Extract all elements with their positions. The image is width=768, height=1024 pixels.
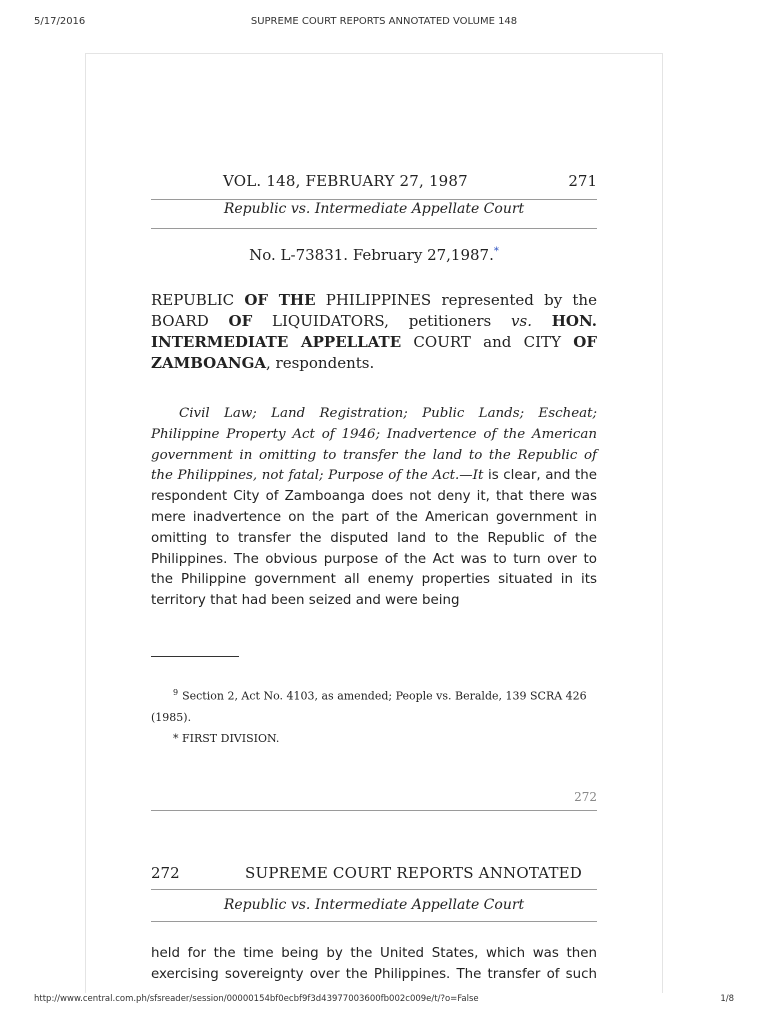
print-date: 5/17/2016 — [34, 16, 86, 27]
case-parties — [151, 290, 597, 374]
print-page-count: 1/8 — [720, 994, 734, 1004]
print-footer — [34, 994, 734, 1008]
footnote-divider — [151, 656, 239, 657]
party-text: CITY — [523, 333, 561, 351]
volume-date: VOL. 148, FEBRUARY 27, 1987 — [223, 172, 468, 190]
page-number: 271 — [568, 172, 597, 190]
running-head — [151, 172, 597, 192]
page-number: 272 — [151, 864, 180, 882]
party-text: PHILIPPINES — [325, 291, 432, 309]
party-text: COURT — [413, 333, 471, 351]
case-number — [151, 246, 597, 264]
party-text: REPUBLIC — [151, 291, 235, 309]
source-url[interactable]: http://www.central.com.ph/sfsreader/session/00000154bf0ecbf9f3d43977003600fb002c009e/t/?o=False — [34, 994, 479, 1004]
party-text: represented by the — [441, 291, 597, 309]
divider — [151, 228, 597, 229]
footnote-marker: 9 — [173, 688, 179, 697]
case-subhead: Republic vs. Intermediate Appellate Court — [223, 201, 525, 217]
party-text: and — [483, 333, 512, 351]
party-text: BOARD — [151, 312, 209, 330]
body-line: exercising sovereignty over the Philippines. The transfer of such — [151, 966, 597, 982]
party-text: OF — [573, 333, 597, 351]
division-footnote-link[interactable]: * — [493, 246, 499, 257]
party-text: ZAMBOANGA — [151, 354, 267, 372]
party-text: HON. — [551, 312, 597, 330]
syllabus-text: is clear, and the respondent City of Zamboanga does not deny it, that there was mere inadvertence on the part of the American government in omitting to transfer the disputed land to the Republic of the Philippines. The obvious purpose of the Act was to turn over to the Philippine government all enemy properties situated in its territory that had been seized and were being — [151, 468, 597, 609]
body-paragraph — [151, 944, 597, 986]
case-number-text: No. L-73831. February 27,1987. — [249, 246, 494, 264]
case-subhead: Republic vs. Intermediate Appellate Court — [223, 897, 525, 913]
party-text: OF THE — [244, 291, 316, 309]
party-text: vs. — [511, 312, 532, 330]
party-text: petitioners — [408, 312, 492, 330]
footnote-division: * FIRST DIVISION. — [173, 732, 280, 745]
party-text: INTERMEDIATE APPELLATE — [151, 333, 402, 351]
footnote-9 — [151, 682, 597, 728]
party-text: OF — [228, 312, 253, 330]
footnote-text: Section 2, Act No. 4103, as amended; People vs. Beralde, 139 SCRA 426 (1985). — [151, 689, 587, 724]
divider — [151, 199, 597, 200]
syllabus-paragraph — [151, 404, 597, 612]
party-text: , respondents. — [266, 354, 375, 372]
reporter-title: SUPREME COURT REPORTS ANNOTATED — [245, 864, 583, 882]
running-head-2 — [151, 864, 597, 884]
body-line: held for the time being by the United States, which was then — [151, 946, 597, 961]
divider — [151, 889, 597, 890]
print-header — [34, 16, 734, 30]
syllabus-keywords: Civil Law; Land Registration; Public Lands; Escheat; Philippine Property Act of 1946; Inadvertence of the American government in omitting to transfer the land to the Republic of the Philippines, not fatal; Purpose of the Act.—It — [151, 406, 597, 484]
party-text: LIQUIDATORS, — [272, 312, 389, 330]
page-divider — [151, 810, 597, 811]
print-title: SUPREME COURT REPORTS ANNOTATED VOLUME 148 — [250, 16, 518, 27]
divider — [151, 921, 597, 922]
page-footer-number: 272 — [574, 790, 597, 804]
